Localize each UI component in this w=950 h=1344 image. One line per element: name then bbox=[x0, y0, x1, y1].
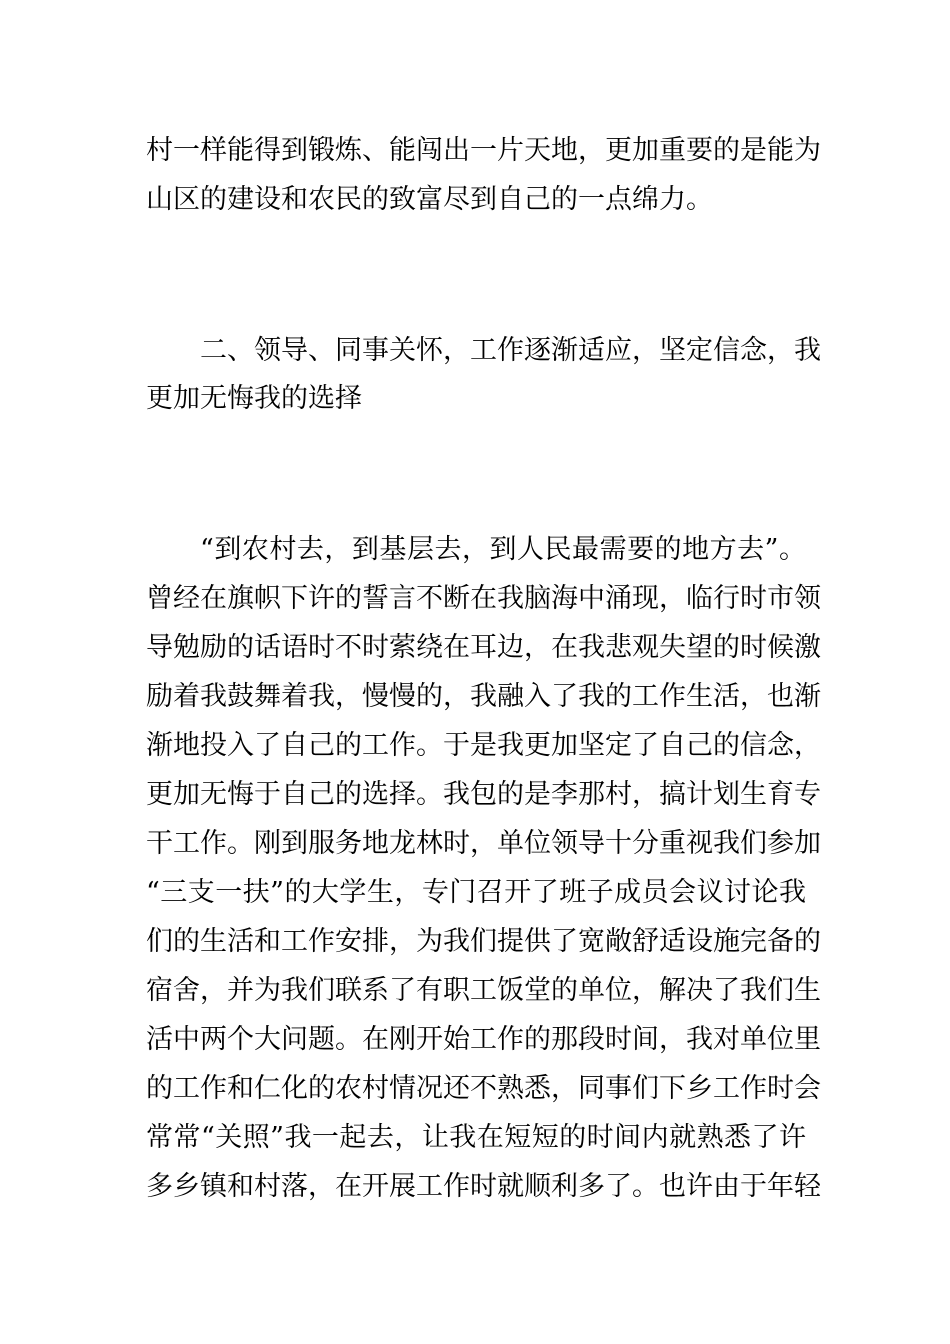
paragraph-2-line-5: 渐地投入了自己的工作。于是我更加坚定了自己的信念， bbox=[146, 730, 821, 761]
paragraph-2-line-2: 曾经在旗帜下许的誓言不断在我脑海中涌现，临行时市领 bbox=[146, 583, 821, 614]
paragraph-1-line-1: 村一样能得到锻炼、能闯出一片天地，更加重要的是能为 bbox=[146, 135, 821, 166]
paragraph-2-line-7: 干工作。刚到服务地龙林时，单位领导十分重视我们参加 bbox=[146, 828, 821, 859]
paragraph-2-line-12: 的工作和仁化的农村情况还不熟悉，同事们下乡工作时会 bbox=[146, 1073, 821, 1104]
paragraph-2-line-13: 常常“关照”我一起去，让我在短短的时间内就熟悉了许 bbox=[146, 1122, 806, 1153]
paragraph-2-line-14: 多乡镇和村落，在开展工作时就顺利多了。也许由于年轻 bbox=[146, 1171, 821, 1202]
paragraph-2-line-10: 宿舍，并为我们联系了有职工饭堂的单位，解决了我们生 bbox=[146, 975, 821, 1006]
paragraph-1-line-2: 山区的建设和农民的致富尽到自己的一点绵力。 bbox=[146, 184, 713, 215]
paragraph-2-line-11: 活中两个大问题。在刚开始工作的那段时间，我对单位里 bbox=[146, 1024, 821, 1055]
section-heading-line-1: 二、领导、同事关怀，工作逐渐适应，坚定信念，我 bbox=[200, 335, 821, 366]
paragraph-2-line-3: 导勉励的话语时不时萦绕在耳边，在我悲观失望的时候激 bbox=[146, 632, 821, 663]
paragraph-2-line-9: 们的生活和工作安排，为我们提供了宽敞舒适设施完备的 bbox=[146, 926, 821, 957]
paragraph-2-line-1: “到农村去，到基层去，到人民最需要的地方去”。 bbox=[200, 534, 806, 565]
paragraph-2-line-6: 更加无悔于自己的选择。我包的是李那村，搞计划生育专 bbox=[146, 779, 821, 810]
paragraph-2-line-8: “三支一扶”的大学生，专门召开了班子成员会议讨论我 bbox=[146, 877, 806, 908]
section-heading-line-2: 更加无悔我的选择 bbox=[146, 383, 362, 414]
paragraph-2-line-4: 励着我鼓舞着我，慢慢的，我融入了我的工作生活，也渐 bbox=[146, 681, 821, 712]
